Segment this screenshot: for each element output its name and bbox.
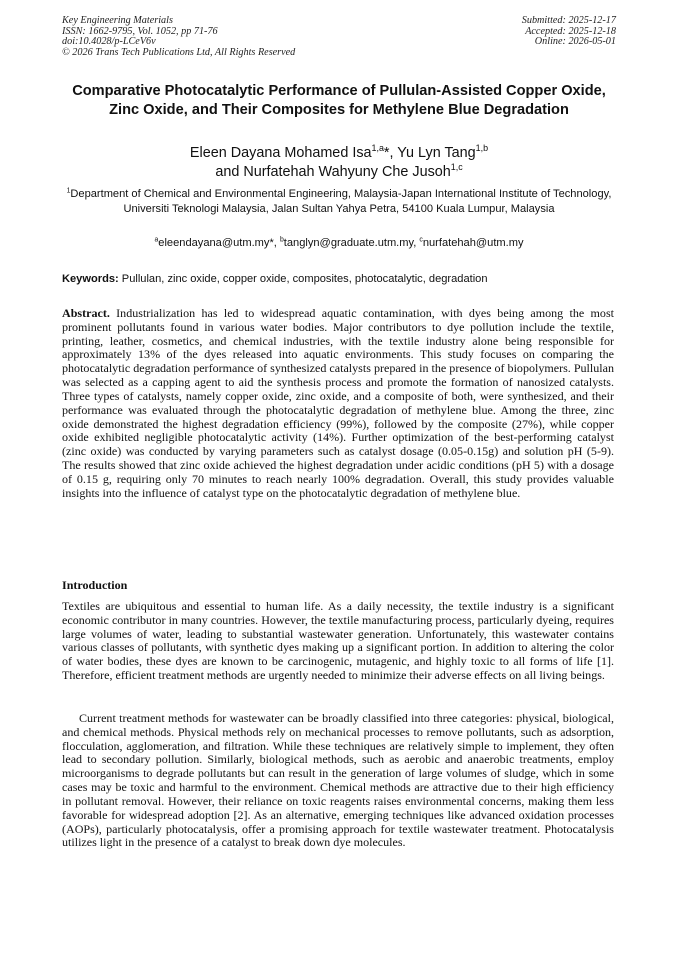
copyright-line: © 2026 Trans Tech Publications Ltd, All Rights Reserved	[62, 46, 296, 58]
email-address[interactable]: nurfatehah@utm.my	[422, 237, 524, 249]
author-superscript: 1,c	[450, 162, 463, 173]
submitted-date: Submitted: 2025-12-17	[521, 15, 616, 26]
email-address[interactable]: eleendayana@utm.my*,	[158, 237, 280, 249]
journal-name: Key Engineering Materials	[62, 15, 173, 26]
email-superscript: c	[419, 236, 423, 244]
abstract-text: Industrialization has led to widespread aquatic contamination, with dyes being among the most prominent pollutants found in various water bodies. Major contributors to dye pollution include the textile, printing, leather, cosmetics, and chemical industries, with the textile industry alone being responsible for approximately 13% of the dyes released into aquatic environments. This study focuses on comparing the photocatalytic degradation performance of synthesized catalysts prepared in the presence of biopolymers. Pullulan was selected as a capping agent to aid the synthesis process and promote the formation of nanosized catalysts. Three types of catalysts, namely copper oxide, zinc oxide, and a composite of both, were synthesized, and their performance was evaluated through the photocatalytic degradation of methylene blue. Among the three, zinc oxide demonstrated the highest degradation efficiency (99%), followed by the composite (27%), while copper oxide exhibited negligible photocatalytic activity (14%). Further optimization of the best-performing catalyst (zinc oxide) was conducted by varying parameters such as catalyst dosage (0.05-0.15g) and solution pH (5-9). The results showed that zinc oxide achieved the highest degradation under acidic conditions (pH 5) with a dosage of 0.15 g, requiring only 70 minutes to reach nearly 100% degradation. Overall, this study provides valuable insights into the influence of catalyst type on the photocatalytic degradation of methylene blue.	[62, 306, 614, 500]
affiliation-text: Department of Chemical and Environmental Engineering, Malaysia-Japan International Institute of Technology, Universiti Teknologi Malaysia, Jalan Sultan Yahya Petra, 54100 Kuala Lumpur, Malaysia	[70, 188, 612, 216]
email-address[interactable]: tanglyn@graduate.utm.my,	[283, 237, 420, 249]
accepted-date: Accepted: 2025-12-18	[525, 25, 616, 37]
affiliation-superscript: 1	[66, 187, 71, 195]
journal-header-right	[522, 16, 616, 48]
intro-paragraph-1	[62, 600, 614, 683]
online-date: Online: 2026-05-01	[534, 36, 616, 48]
author-name: Yu Lyn Tang	[397, 145, 476, 161]
author-emails	[62, 236, 616, 251]
keywords-text: Pullulan, zinc oxide, copper oxide, composites, photocatalytic, degradation	[118, 273, 488, 285]
author-name: Eleen Dayana Mohamed Isa	[189, 145, 372, 161]
keywords	[62, 272, 616, 287]
corresponding-mark: *,	[383, 145, 398, 161]
paper-title: Comparative Photocatalytic Performance of Pullulan-Assisted Copper Oxide, Zinc Oxide, and Their Composites for Methylene Blue Degradation	[72, 83, 606, 118]
author-superscript: 1,a	[371, 143, 384, 154]
author-joiner: and	[215, 164, 244, 180]
abstract	[62, 307, 614, 500]
email-superscript: a	[154, 236, 159, 244]
paragraph-text: Textiles are ubiquitous and essential to human life. As a daily necessity, the textile industry is a significant economic contributor in many countries. However, the textile manufacturing process, particularly dyeing, requires large volumes of water, leading to substantial wastewater generation. Unfortunately, this wastewater contains various classes of pollutants, with synthetic dyes making up a significant portion. In addition to altering the color of water bodies, these dyes are known to be carcinogenic, mutagenic, and highly toxic to all forms of life [1]. Therefore, efficient treatment methods are urgently needed to minimize their adverse effects on all living beings.	[62, 599, 614, 683]
section-heading-introduction: Introduction	[62, 578, 128, 592]
abstract-label: Abstract.	[62, 306, 110, 320]
author-name: Nurfatehah Wahyuny Che Jusoh	[243, 164, 451, 180]
keywords-label: Keywords:	[62, 273, 119, 285]
paragraph-text: Current treatment methods for wastewater can be broadly classified into three categories: physical, biological, and chemical methods. Physical methods rely on mechanical processes to remove pollutants, such as adsorption, flocculation, agglomeration, and filtration. While these techniques are relatively simple to implement, they often lead to secondary pollution. Similarly, biological methods, such as aerobic and anaerobic treatments, employ microorganisms to degrade pollutants but can result in the generation of large volumes of sludge, which in some cases may be toxic and harmful to the environment. Chemical methods are attractive due to their high efficiency in pollutant removal. However, their reliance on toxic reagents raises environmental concerns, making them less favorable for widespread adoption [2]. As an alternative, emerging techniques like advanced oxidation processes (AOPs), particularly photocatalysis, offer a promising approach for textile wastewater treatment. Photocatalysis utilizes light in the presence of a catalyst to break down dye molecules.	[62, 711, 614, 850]
issn-line: ISSN: 1662-9795, Vol. 1052, pp 71-76	[62, 25, 218, 37]
doi-line: doi:10.4028/p-LCeV6v	[62, 36, 156, 48]
intro-paragraph-2	[62, 712, 614, 850]
affiliation	[62, 187, 616, 218]
journal-header-left	[62, 16, 295, 58]
author-list	[62, 144, 616, 182]
author-superscript: 1,b	[475, 143, 489, 154]
email-superscript: b	[279, 236, 284, 244]
